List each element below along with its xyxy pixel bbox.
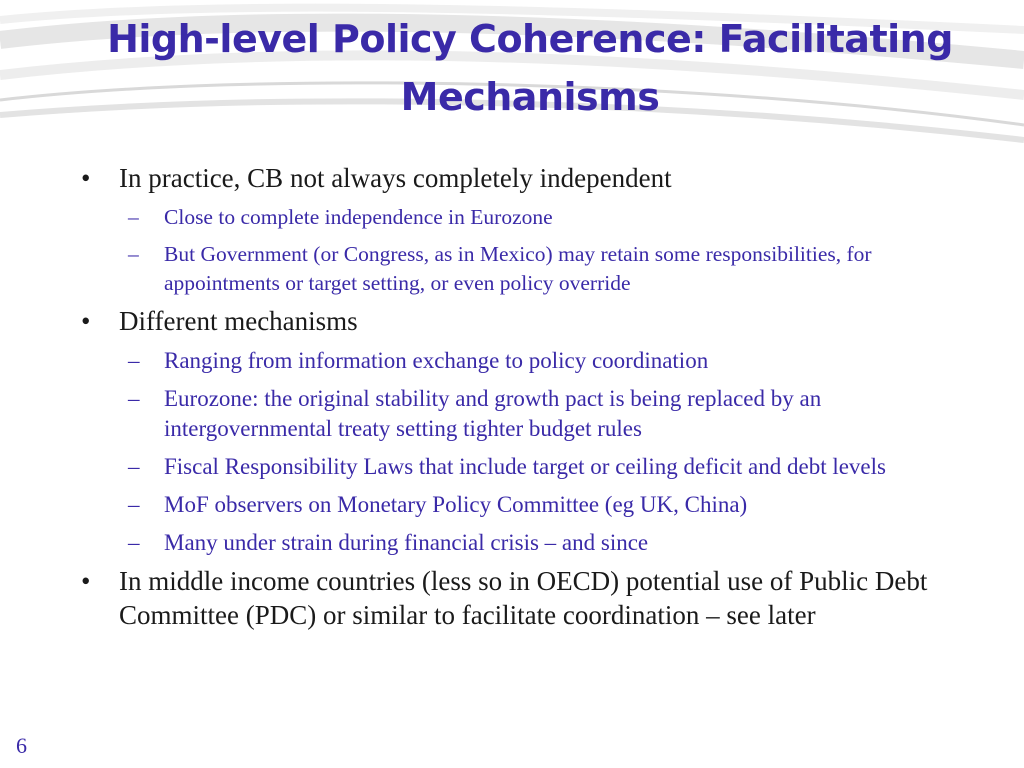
bullet-3 (80, 564, 960, 632)
bullet-dot: • (81, 163, 91, 193)
bullet-3-text: In middle income countries (less so in OECD) potential use of Public Debt Committee (PDC) or similar to facilitate coordination – see later (119, 566, 928, 630)
sub-bullet-1-1-text: Close to complete independence in Eurozone (164, 205, 553, 229)
sub-bullet-1-2-text: But Government (or Congress, as in Mexico) may retain some responsibilities, for appointments or target setting, or even policy override (164, 242, 872, 295)
title-line-2: Mechanisms (400, 75, 660, 119)
sub-bullet-2-3 (80, 452, 960, 482)
sub-bullet-dash: – (128, 205, 139, 229)
sub-bullet-dash: – (128, 454, 140, 479)
sub-bullet-2-4 (80, 490, 960, 520)
bullet-1-text: In practice, CB not always completely independent (119, 163, 672, 193)
sub-bullet-2-2-text: Eurozone: the original stability and growth pact is being replaced by an intergovernmental treaty setting tighter budget rules (164, 386, 822, 441)
sub-bullet-2-1-text: Ranging from information exchange to policy coordination (164, 348, 709, 373)
sub-bullet-2-3-text: Fiscal Responsibility Laws that include target or ceiling deficit and debt levels (164, 454, 886, 479)
bullet-dot: • (81, 566, 91, 596)
sub-bullet-dash: – (128, 348, 140, 373)
sub-bullet-2-1 (80, 346, 960, 376)
sub-bullet-1-1 (80, 203, 960, 232)
sub-bullet-dash: – (128, 386, 140, 411)
sub-bullet-dash: – (128, 530, 140, 555)
sub-bullet-2-5-text: Many under strain during financial crisis – and since (164, 530, 649, 555)
bullet-dot: • (81, 306, 91, 336)
title-line-1: High-level Policy Coherence: Facilitating (107, 17, 953, 61)
sub-bullet-dash: – (128, 242, 139, 266)
sub-bullet-2-5 (80, 528, 960, 558)
sub-bullet-2-4-text: MoF observers on Monetary Policy Committee (eg UK, China) (164, 492, 748, 517)
bullet-2 (80, 304, 960, 338)
slide-number: 6 (16, 733, 27, 758)
sub-bullet-1-2 (80, 240, 960, 298)
slide-body (80, 155, 960, 632)
sub-bullet-dash: – (128, 492, 140, 517)
bullet-2-text: Different mechanisms (119, 306, 358, 336)
bullet-1 (80, 161, 960, 195)
slide-title (60, 10, 1000, 126)
sub-bullet-2-2 (80, 384, 960, 444)
